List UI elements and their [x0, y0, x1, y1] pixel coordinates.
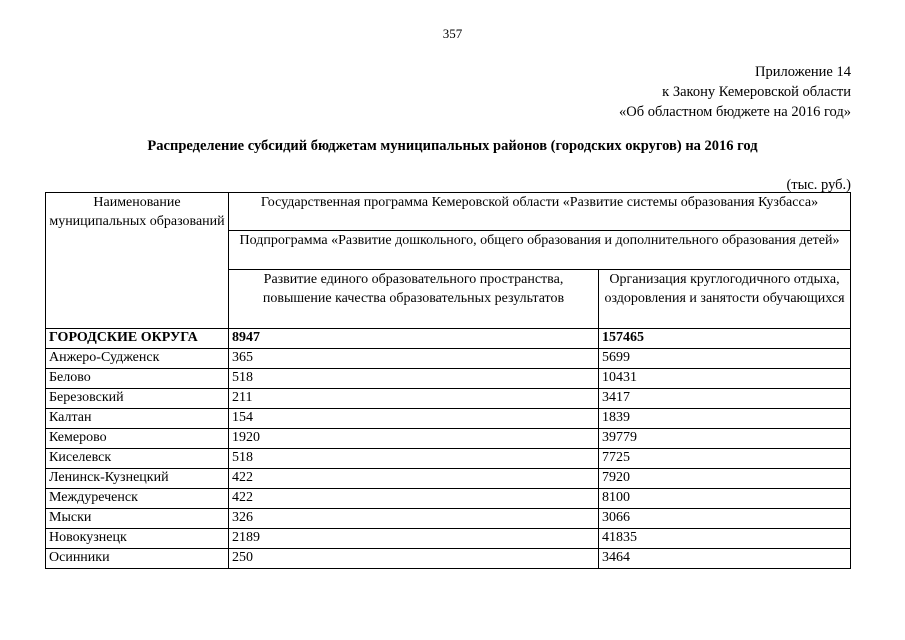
appendix-line-3: «Об областном бюджете на 2016 год»	[619, 104, 851, 120]
table-row	[46, 529, 851, 549]
row-name: Березовский	[46, 389, 229, 409]
table-row	[46, 349, 851, 369]
row-name: Новокузнецк	[46, 529, 229, 549]
row-value-1: 518	[229, 369, 599, 389]
row-value-2: 3066	[599, 509, 851, 529]
appendix-block	[619, 62, 851, 122]
row-value-1: 326	[229, 509, 599, 529]
table-row	[46, 409, 851, 429]
header-municipality: Наименование муниципальных образований	[46, 193, 229, 329]
table-row	[46, 389, 851, 409]
header-measure-2: Организация круглогодичного отдыха, оздоровления и занятости обучающихся	[599, 269, 851, 328]
document-title: Распределение субсидий бюджетам муниципальных районов (городских округов) на 2016 год	[147, 138, 758, 154]
row-name: Белово	[46, 369, 229, 389]
total-value-2: 157465	[599, 329, 851, 349]
table-row	[46, 429, 851, 449]
row-value-1: 250	[229, 549, 599, 569]
row-name: Калтан	[46, 409, 229, 429]
row-value-1: 1920	[229, 429, 599, 449]
row-value-2: 10431	[599, 369, 851, 389]
total-row	[46, 329, 851, 349]
row-name: Анжеро-Судженск	[46, 349, 229, 369]
row-value-2: 5699	[599, 349, 851, 369]
table-row	[46, 369, 851, 389]
row-value-2: 3464	[599, 549, 851, 569]
row-name: Мыски	[46, 509, 229, 529]
row-name: Осинники	[46, 549, 229, 569]
table-row	[46, 509, 851, 529]
row-name: Ленинск-Кузнецкий	[46, 469, 229, 489]
row-name: Междуреченск	[46, 489, 229, 509]
appendix-line-1: Приложение 14	[755, 64, 851, 80]
row-value-1: 365	[229, 349, 599, 369]
row-value-2: 3417	[599, 389, 851, 409]
table-row	[46, 489, 851, 509]
table-row	[46, 549, 851, 569]
row-value-2: 41835	[599, 529, 851, 549]
row-value-1: 518	[229, 449, 599, 469]
table-row	[46, 449, 851, 469]
row-value-1: 422	[229, 469, 599, 489]
total-value-1: 8947	[229, 329, 599, 349]
row-value-1: 2189	[229, 529, 599, 549]
row-name: Киселевск	[46, 449, 229, 469]
subsidy-table	[45, 192, 851, 569]
row-value-2: 7725	[599, 449, 851, 469]
total-name: ГОРОДСКИЕ ОКРУГА	[46, 329, 229, 349]
header-subprogram: Подпрограмма «Развитие дошкольного, общего образования и дополнительного образования детей»	[229, 231, 851, 269]
row-value-1: 422	[229, 489, 599, 509]
row-value-2: 7920	[599, 469, 851, 489]
header-program: Государственная программа Кемеровской области «Развитие системы образования Кузбасса»	[229, 193, 851, 231]
row-value-2: 1839	[599, 409, 851, 429]
header-measure-1: Развитие единого образовательного пространства, повышение качества образовательных результатов	[229, 269, 599, 328]
table-row	[46, 469, 851, 489]
appendix-line-2: к Закону Кемеровской области	[662, 84, 851, 100]
header-row-program	[46, 193, 851, 231]
page-number: 357	[442, 26, 463, 41]
row-value-1: 211	[229, 389, 599, 409]
row-value-2: 39779	[599, 429, 851, 449]
row-name: Кемерово	[46, 429, 229, 449]
row-value-1: 154	[229, 409, 599, 429]
units-label: (тыс. руб.)	[786, 177, 851, 193]
row-value-2: 8100	[599, 489, 851, 509]
